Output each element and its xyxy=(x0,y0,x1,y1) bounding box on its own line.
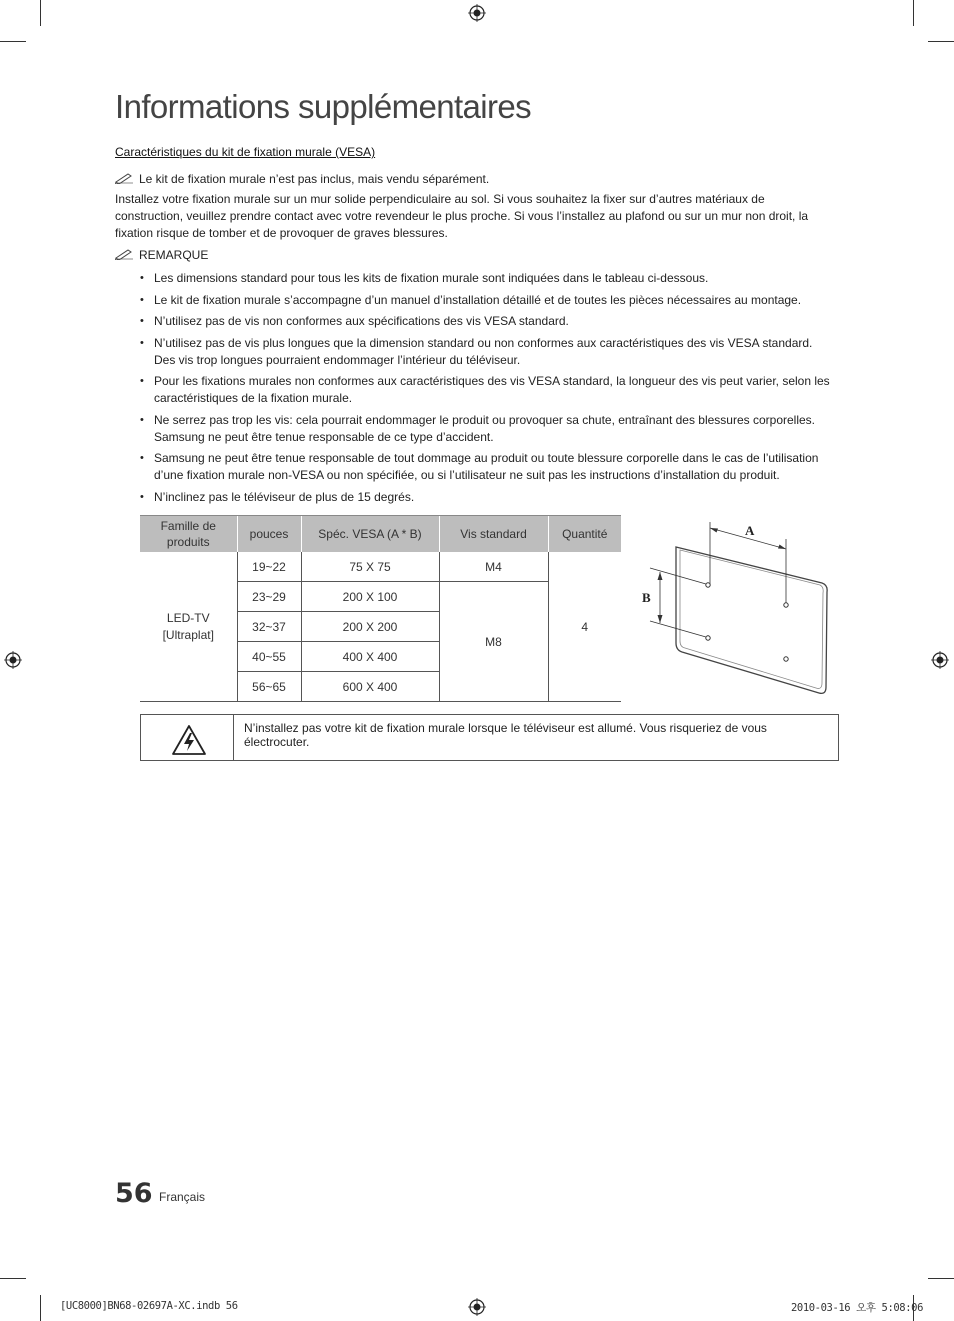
product-family-cell: LED-TV [Ultraplat] xyxy=(140,552,237,702)
dimension-label-a: A xyxy=(745,523,755,538)
crop-mark xyxy=(40,0,41,26)
column-header: Vis standard xyxy=(439,516,548,553)
warning-text: N’installez pas votre kit de fixation murale lorsque le téléviseur est allumé. Vous risqueriez de vous électrocuter. xyxy=(244,721,767,749)
column-header: Quantité xyxy=(548,516,621,553)
table-row xyxy=(140,552,621,582)
bullet-icon: • xyxy=(140,452,144,464)
registration-mark-icon xyxy=(468,1298,486,1316)
inches-cell: 19~22 xyxy=(237,552,301,582)
pencil-note-icon xyxy=(115,248,135,260)
electric-shock-warning-icon xyxy=(171,724,207,756)
registration-mark-icon xyxy=(468,4,486,22)
warning-divider xyxy=(233,715,234,760)
vesa-cell: 600 X 400 xyxy=(301,672,439,702)
vesa-cell: 75 X 75 xyxy=(301,552,439,582)
print-timestamp: 2010-03-16 오후 5:08:06 xyxy=(791,1302,923,1314)
list-item: • N’utilisez pas de vis non conformes aux spécifications des vis VESA standard. xyxy=(140,314,569,328)
bullet-icon: • xyxy=(140,375,144,387)
registration-mark-icon xyxy=(4,651,22,669)
vesa-tv-back-diagram xyxy=(630,517,835,699)
page-number: 56 xyxy=(115,1178,153,1209)
remark-line xyxy=(115,248,208,262)
note-line xyxy=(115,172,489,186)
inches-cell: 32~37 xyxy=(237,612,301,642)
section-heading: Caractéristiques du kit de fixation murale (VESA) xyxy=(115,145,376,159)
vesa-cell: 400 X 400 xyxy=(301,642,439,672)
pencil-note-icon xyxy=(115,172,135,184)
column-header: Famille de produits xyxy=(140,516,237,553)
list-item: • N’utilisez pas de vis plus longues que la dimension standard ou non conformes aux caractéristiques des vis VESA standard. Des vis trop longues pourraient endommager l’intérieur du téléviseur. xyxy=(140,335,813,367)
remark-bullet-list xyxy=(140,270,830,510)
bullet-icon: • xyxy=(140,315,144,327)
crop-mark xyxy=(928,41,954,42)
page-title: Informations supplémentaires xyxy=(115,88,532,125)
crop-mark xyxy=(0,41,26,42)
warning-box xyxy=(140,714,839,761)
vesa-spec-table xyxy=(140,515,621,702)
page-language: Français xyxy=(159,1190,206,1204)
list-item: • N’inclinez pas le téléviseur de plus de 15 degrés. xyxy=(140,489,415,504)
crop-mark xyxy=(0,1278,26,1279)
screw-cell: M8 xyxy=(439,582,548,702)
bullet-icon: • xyxy=(140,490,144,503)
list-item: • Pour les fixations murales non conformes aux caractéristiques des vis VESA standard, la longueur des vis peut varier, selon les caractéristiques de la fixation murale. xyxy=(140,374,830,405)
column-header: Spéc. VESA (A * B) xyxy=(301,516,439,553)
note-text: Le kit de fixation murale n’est pas inclus, mais vendu séparément. xyxy=(139,172,490,186)
inches-cell: 23~29 xyxy=(237,582,301,612)
list-item: • Le kit de fixation murale s’accompagne d’un manuel d’installation détaillé et de toutes les pièces nécessaires au montage. xyxy=(140,292,802,307)
vesa-cell: 200 X 100 xyxy=(301,582,439,612)
bullet-icon: • xyxy=(140,413,144,426)
screw-cell: M4 xyxy=(439,552,548,582)
list-item: • Samsung ne peut être tenue responsable de tout dommage au produit ou toute blessure corporelle dans le cas de l’utilisation d’une fixation murale non-VESA ou non spécifiée, ou si l’utilisateur ne suit pas les instructions d’installation du produit. xyxy=(140,451,819,482)
vesa-cell: 200 X 200 xyxy=(301,612,439,642)
quantity-cell: 4 xyxy=(548,552,621,702)
crop-mark xyxy=(40,1295,41,1321)
remark-label: REMARQUE xyxy=(139,248,209,262)
bullet-icon: • xyxy=(140,336,144,349)
crop-mark xyxy=(913,0,914,26)
intro-paragraph: Installez votre fixation murale sur un mur solide perpendiculaire au sol. Si vous souhaitez la fixer sur d’autres matériaux de construction, veuillez prendre contact avec votre revendeur le plus proche. Si vous l’installez au plafond ou sur un mur non droit, la fixation risque de tomber et de provoquer de graves blessures. xyxy=(115,192,809,240)
crop-mark xyxy=(928,1278,954,1279)
registration-mark-icon xyxy=(931,651,949,669)
column-header: pouces xyxy=(237,516,301,553)
inches-cell: 56~65 xyxy=(237,672,301,702)
dimension-label-b: B xyxy=(642,590,651,605)
inches-cell: 40~55 xyxy=(237,642,301,672)
list-item: • Les dimensions standard pour tous les kits de fixation murale sont indiquées dans le tableau ci-dessous. xyxy=(140,271,709,285)
table-header-row xyxy=(140,516,621,553)
bullet-icon: • xyxy=(140,293,144,306)
list-item: • Ne serrez pas trop les vis: cela pourrait endommager le produit ou provoquer sa chute, entraînant des blessures corporelles. Samsung ne peut être tenue responsable de ce type d’accident. xyxy=(140,412,816,444)
print-file-info: [UC8000]BN68-02697A-XC.indb 56 xyxy=(60,1300,238,1312)
bullet-icon: • xyxy=(140,272,144,284)
